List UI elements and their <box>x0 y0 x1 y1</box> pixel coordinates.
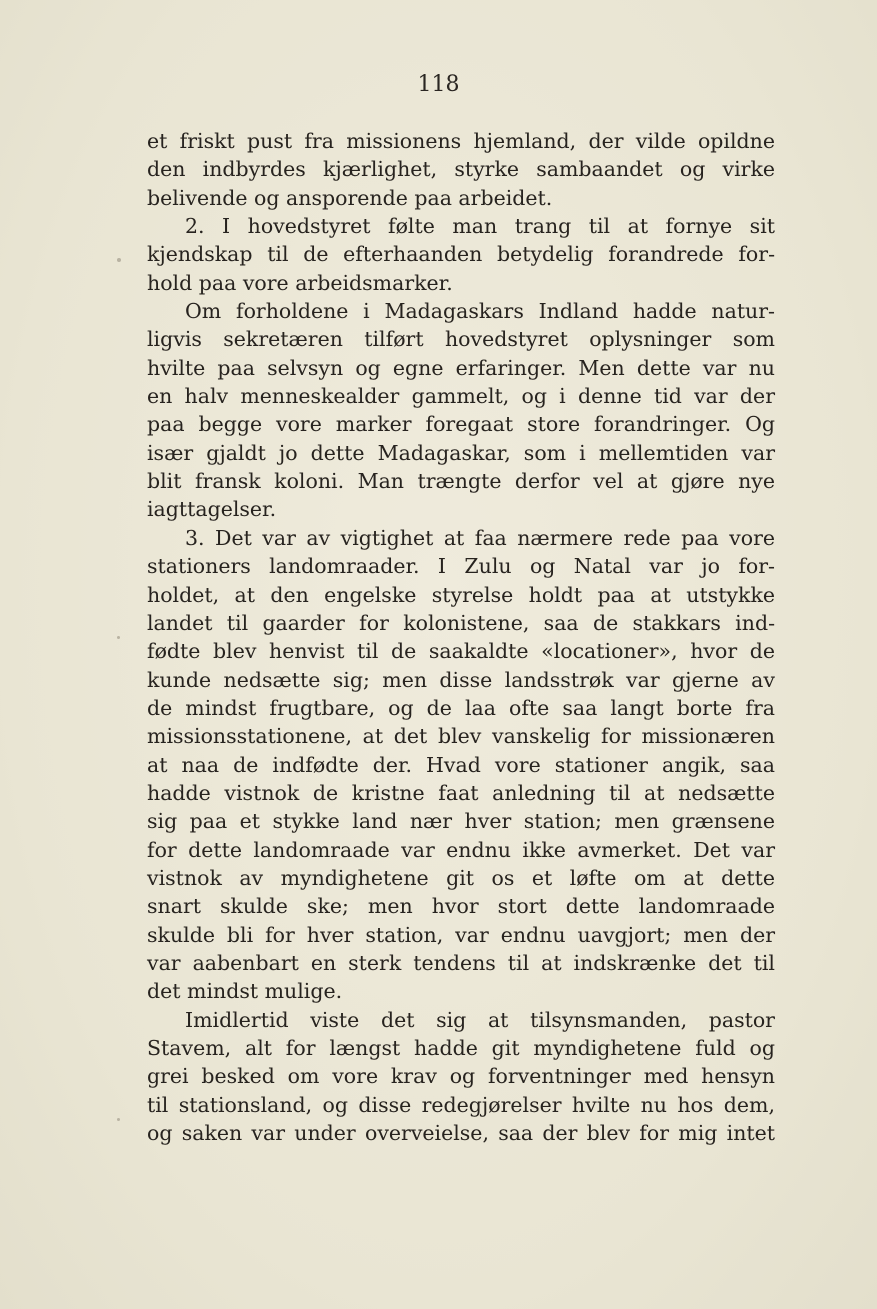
text-line: for dette landomraade var endnu ikke avmerket. Det var <box>147 837 775 862</box>
text-line: blit fransk koloni. Man trængte derfor vel at gjøre nye <box>147 469 775 494</box>
text-line: paa begge vore marker foregaat store forandringer. Og <box>147 412 775 437</box>
text-line: sig paa et stykke land nær hver station; men grænsene <box>147 809 775 834</box>
text-line: Imidlertid viste det sig at tilsynsmanden, pastor <box>185 1007 775 1032</box>
text-line: vistnok av myndighetene git os et løfte om at dette <box>147 865 775 890</box>
left-margin-dot <box>117 258 121 262</box>
text-line: kunde nedsætte sig; men disse landsstrøk var gjerne av <box>147 667 775 692</box>
text-line: iagttagelser. <box>147 497 277 522</box>
text-line: fødte blev henvist til de saakaldte «locationer», hvor de <box>147 639 775 664</box>
text-line: kjendskap til de efterhaanden betydelig forandrede for- <box>147 242 775 267</box>
text-line: skulde bli for hver station, var endnu uavgjort; men der <box>147 922 775 947</box>
text-line: holdet, at den engelske styrelse holdt paa at utstykke <box>147 582 775 607</box>
text-line: den indbyrdes kjærlighet, styrke sambaandet og virke <box>147 157 775 182</box>
left-margin-dot <box>117 636 120 639</box>
page-number: 118 <box>417 72 460 97</box>
left-margin-dot <box>117 1118 120 1121</box>
text-line: Om forholdene i Madagaskars Indland hadde natur- <box>185 299 775 324</box>
text-line: snart skulde ske; men hvor stort dette landomraade <box>147 894 775 919</box>
text-line: hadde vistnok de kristne faat anledning til at nedsætte <box>147 780 775 805</box>
text-line: Stavem, alt for længst hadde git myndighetene fuld og <box>147 1036 775 1060</box>
text-line: stationers landomraader. I Zulu og Natal var jo for- <box>147 554 775 579</box>
text-line: et friskt pust fra missionens hjemland, der vilde opildne <box>147 129 775 153</box>
text-line: de mindst frugtbare, og de laa ofte saa langt borte fra <box>147 695 775 720</box>
text-line: at naa de indfødte der. Hvad vore stationer angik, saa <box>147 752 775 777</box>
body-text <box>147 127 775 1147</box>
text-line: ligvis sekretæren tilført hovedstyret oplysninger som <box>147 327 775 352</box>
text-line: 3. Det var av vigtighet at faa nærmere rede paa vore <box>185 525 775 550</box>
text-line: hold paa vore arbeidsmarker. <box>147 270 453 295</box>
text-line: og saken var under overveielse, saa der blev for mig intet <box>147 1121 775 1146</box>
text-line: grei besked om vore krav og forventninger med hensyn <box>147 1064 775 1089</box>
text-line: belivende og ansporende paa arbeidet. <box>147 185 553 210</box>
text-line: en halv menneskealder gammelt, og i denne tid var der <box>147 384 775 409</box>
text-line: 2. I hovedstyret følte man trang til at fornye sit <box>185 214 775 239</box>
text-line: hvilte paa selvsyn og egne erfaringer. Men dette var nu <box>147 355 775 380</box>
text-line: landet til gaarder for kolonistene, saa de stakkars ind- <box>147 610 775 635</box>
text-line: det mindst mulige. <box>147 979 343 1004</box>
text-line: til stationsland, og disse redegjørelser hvilte nu hos dem, <box>147 1092 775 1117</box>
text-line: missionsstationene, at det blev vanskelig for missionæren <box>147 724 775 749</box>
text-line: især gjaldt jo dette Madagaskar, som i mellemtiden var <box>147 440 775 465</box>
text-line: var aabenbart en sterk tendens til at indskrænke det til <box>147 950 775 975</box>
